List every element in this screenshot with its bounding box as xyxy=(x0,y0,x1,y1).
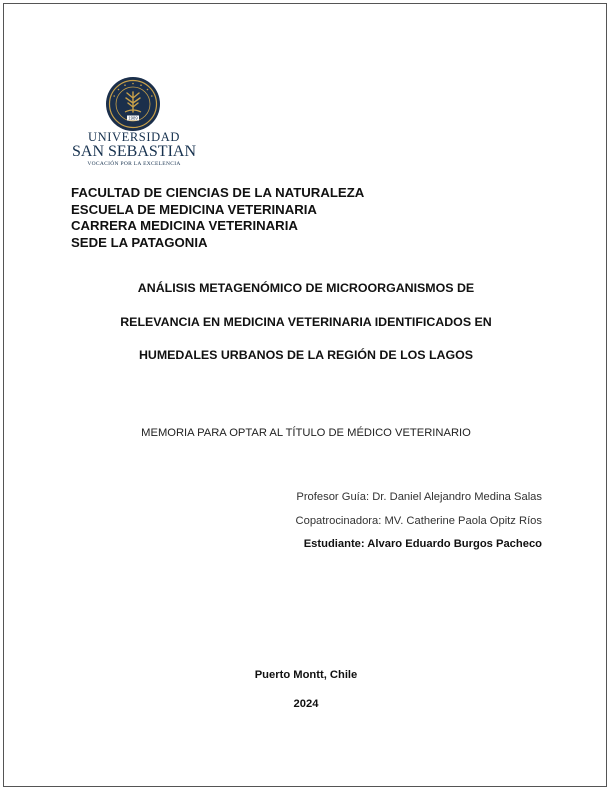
career-line: CARRERA MEDICINA VETERINARIA xyxy=(71,218,298,233)
faculty-block xyxy=(71,185,364,251)
title-line: RELEVANCIA EN MEDICINA VETERINARIA IDENTIFICADOS EN xyxy=(120,314,492,329)
cosponsor-line: Copatrocinadora: MV. Catherine Paola Opitz Ríos xyxy=(295,514,542,527)
logo-motto: VOCACIÓN POR LA EXCELENCIA xyxy=(87,161,181,167)
student-line: Estudiante: Alvaro Eduardo Burgos Pacheco xyxy=(303,538,542,550)
thesis-title xyxy=(40,280,572,381)
logo-university-label: UNIVERSIDAD xyxy=(87,130,180,144)
campus-line: SEDE LA PATAGONIA xyxy=(71,234,208,250)
university-seal-icon xyxy=(105,76,161,132)
place-line: Puerto Montt, Chile xyxy=(254,669,358,681)
logo-university-name: SAN SEBASTIAN xyxy=(71,143,196,160)
title-line: ANÁLISIS METAGENÓMICO DE MICROORGANISMOS DE xyxy=(137,281,475,295)
title-line: HUMEDALES URBANOS DE LA REGIÓN DE LOS LAGOS xyxy=(138,348,474,362)
university-logo xyxy=(70,76,198,172)
year-line: 2024 xyxy=(293,698,319,710)
people-block xyxy=(296,490,542,561)
advisor-line: Profesor Guía: Dr. Daniel Alejandro Medina Salas xyxy=(296,491,542,503)
degree-statement: MEMORIA PARA OPTAR AL TÍTULO DE MÉDICO VETERINARIO xyxy=(141,427,471,439)
faculty-line: FACULTAD DE CIENCIAS DE LA NATURALEZA xyxy=(71,185,365,200)
school-line: ESCUELA DE MEDICINA VETERINARIA xyxy=(71,201,317,217)
seal-year: 1989 xyxy=(128,115,138,121)
